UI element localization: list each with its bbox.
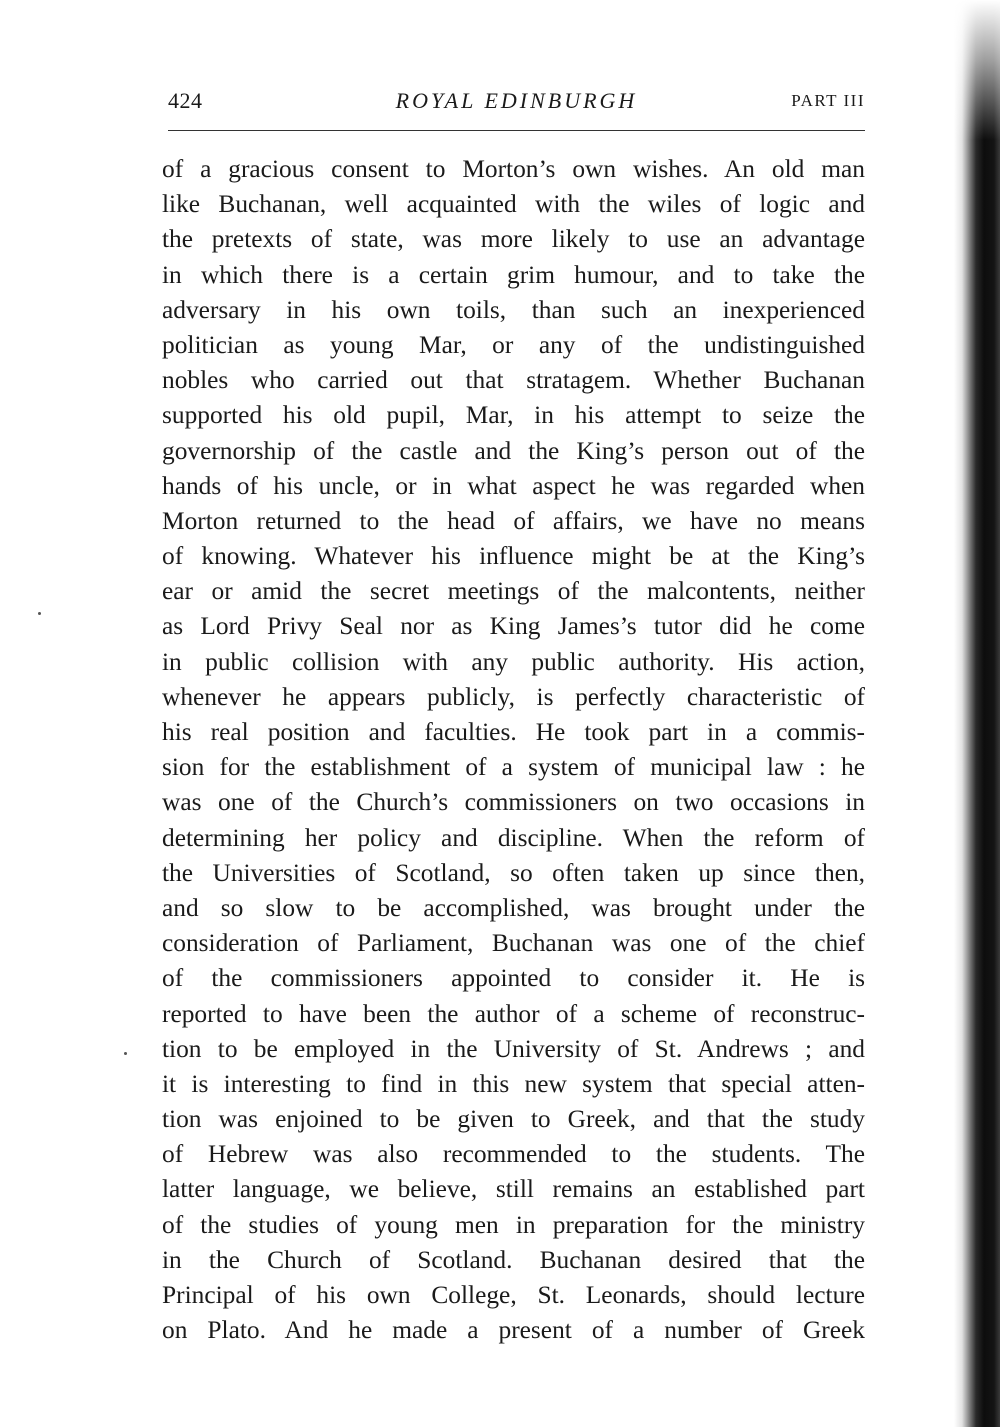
text-line: sion for the establishment of a system of municipal law : he	[162, 753, 865, 782]
header-rule	[168, 130, 865, 131]
text-line: hands of his uncle, or in what aspect he was regarded when	[162, 471, 865, 500]
stray-ink-mark	[38, 612, 41, 615]
text-line: nobles who carried out that stratagem. Whether Buchanan	[162, 366, 865, 395]
text-line: on Plato. And he made a present of a number of Greek	[162, 1316, 865, 1345]
text-line: politician as young Mar, or any of the undistinguished	[162, 330, 865, 359]
running-head	[168, 88, 865, 122]
text-line: tion to be employed in the University of St. Andrews ; and	[162, 1034, 865, 1063]
page-number: 424	[168, 88, 203, 113]
text-line: like Buchanan, well acquainted with the wiles of logic and	[162, 190, 865, 219]
text-line: supported his old pupil, Mar, in his attempt to seize the	[162, 401, 865, 430]
text-line: was one of the Church’s commissioners on two occasions in	[162, 788, 865, 817]
text-line: latter language, we believe, still remains an established part	[162, 1175, 865, 1204]
text-line: it is interesting to find in this new system that special atten-	[162, 1069, 865, 1098]
running-title: ROYAL EDINBURGH	[395, 88, 638, 113]
text-line: the pretexts of state, was more likely to use an advantage	[162, 225, 865, 254]
text-line: tion was enjoined to be given to Greek, and that the study	[162, 1105, 865, 1134]
part-label: PART III	[791, 91, 865, 110]
text-line: the Universities of Scotland, so often taken up since then,	[162, 858, 865, 887]
text-line: in the Church of Scotland. Buchanan desired that the	[162, 1245, 865, 1274]
text-line: Morton returned to the head of affairs, we have no means	[162, 506, 865, 535]
text-line: of Hebrew was also recommended to the students. The	[162, 1140, 865, 1169]
text-line: of knowing. Whatever his influence might be at the King’s	[162, 542, 865, 571]
text-line: as Lord Privy Seal nor as King James’s tutor did he come	[162, 612, 865, 641]
text-line: of a gracious consent to Morton’s own wishes. An old man	[162, 155, 865, 183]
text-line: governorship of the castle and the King’s person out of the	[162, 436, 865, 465]
text-line: of the commissioners appointed to consider it. He is	[162, 964, 865, 993]
text-line: consideration of Parliament, Buchanan was one of the chief	[162, 929, 865, 958]
text-line: in which there is a certain grim humour, and to take the	[162, 260, 865, 289]
text-line: in public collision with any public authority. His action,	[162, 647, 865, 676]
text-line: ear or amid the secret meetings of the malcontents, neither	[162, 577, 865, 606]
page-binding-shadow	[954, 0, 1000, 1427]
text-line: Principal of his own College, St. Leonards, should lecture	[162, 1281, 865, 1309]
text-line: of the studies of young men in preparation for the ministry	[162, 1210, 865, 1239]
body-text	[162, 152, 865, 1348]
text-line: whenever he appears publicly, is perfectly characteristic of	[162, 682, 865, 711]
text-line: his real position and faculties. He took part in a commis-	[162, 718, 865, 746]
stray-ink-mark	[124, 1052, 127, 1055]
text-line: adversary in his own toils, than such an inexperienced	[162, 295, 865, 324]
text-line: reported to have been the author of a scheme of reconstruc-	[162, 999, 865, 1028]
text-line: determining her policy and discipline. When the reform of	[162, 823, 865, 852]
text-line: and so slow to be accomplished, was brought under the	[162, 893, 865, 922]
